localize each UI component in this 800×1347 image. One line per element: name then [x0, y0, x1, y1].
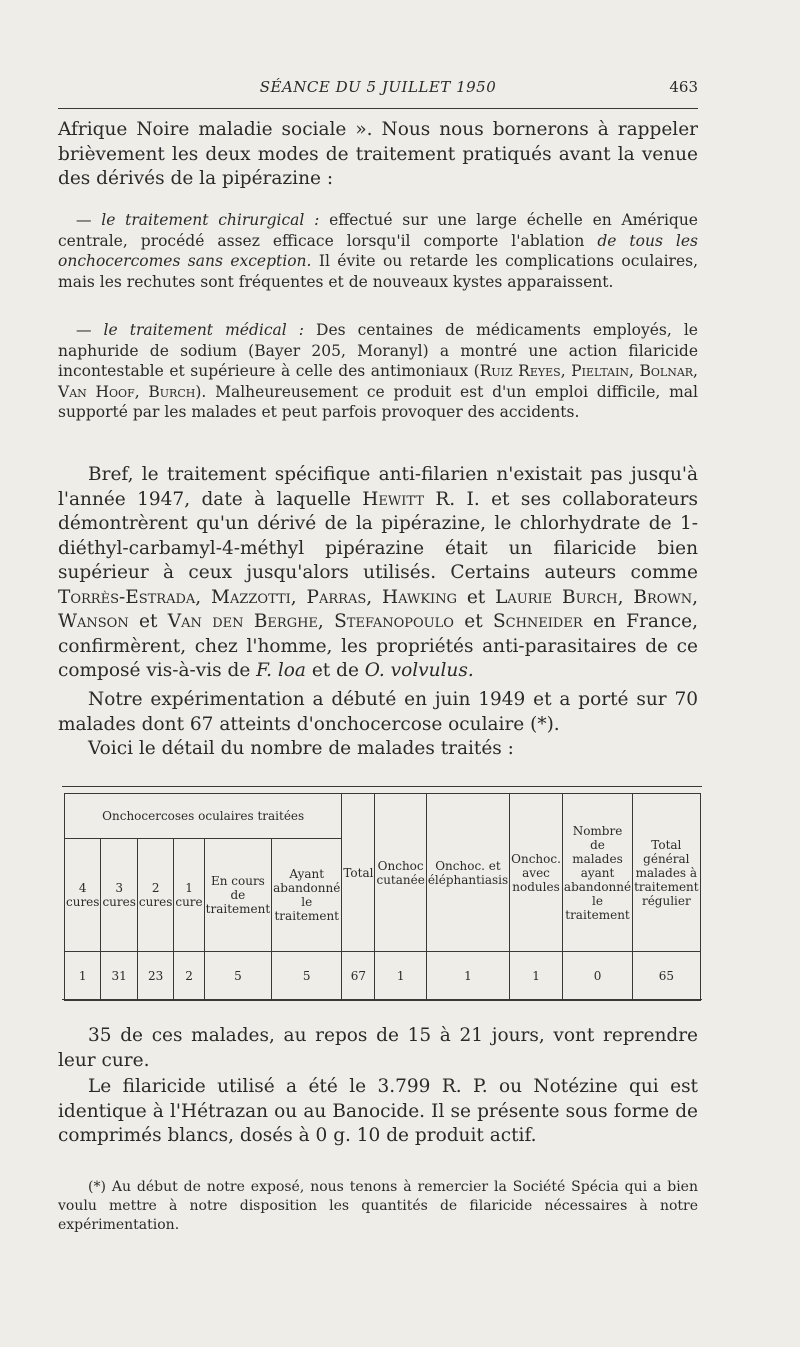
- table-header-total: Total: [342, 794, 375, 952]
- bref-text-3: et: [456, 586, 496, 608]
- table-top-rule: [62, 786, 702, 787]
- surgical-italic: de tous les onchocercomes sans exception.: [58, 231, 699, 270]
- surgical-dash: —: [76, 211, 102, 229]
- footnote: (*) Au début de notre exposé, nous tenons à remercier la Société Spécia qui a bien voulu mettre à notre disposition les quantités de filaricide nécessaires à notre expérimentation.: [58, 1179, 698, 1233]
- bref-text-4: et: [128, 611, 168, 632]
- after-paragraph-2: Le filaricide utilisé a été le 3.799 R. P. ou Notézine qui est identique à l'Hétrazan ou au Banocide. Il se présente sous forme de comprimés blancs, dosés à 0 g. 10 de produit actif.: [58, 1076, 698, 1146]
- bref-text-2: R. I. et ses collaborateurs démontrèrent qu'un dérivé de la pipérazine, le chlorhydrate de 1-diéthyl-carbamyl-4-méthyl pipérazine était un filaricide bien supérieur à ceux jusqu'alors utilisés. Certains auteurs comme: [58, 488, 698, 583]
- after-paragraph-1: 35 de ces malades, au repos de 15 à 21 jours, vont reprendre leur cure.: [58, 1025, 698, 1071]
- bref-paragraph: [58, 463, 698, 684]
- table-cell: 0: [562, 952, 632, 1001]
- table-cell: 1: [375, 952, 426, 1001]
- experiment-paragraph: Notre expérimentation a débuté en juin 1949 et a porté sur 70 malades dont 67 atteints d'onchocercose oculaire (*).: [58, 689, 698, 735]
- bref-text-5: et: [453, 611, 493, 632]
- medical-paragraph: [58, 320, 698, 423]
- authors-group-2: Laurie Burch, Brown, Wanson: [58, 586, 699, 632]
- medical-text-2: ). Malheureusement ce produit est d'un emploi difficile, mal supporté par les malades et peut parfois provoquer des accidents.: [58, 382, 698, 421]
- table-cell: 5: [272, 952, 342, 1001]
- patients-table: [64, 793, 701, 1001]
- surgical-label: le traitement chirurgical :: [101, 211, 320, 229]
- table-cell: 23: [137, 952, 173, 1001]
- medical-authors: Ruiz Reyes, Pieltain, Bolnar, Van Hoof, Burch: [58, 362, 698, 401]
- authors-group-1: Torrès-Estrada, Mazzotti, Parras, Hawking: [58, 586, 457, 608]
- bref-text-1: Bref, le traitement spécifique anti-filarien n'existait pas jusqu'à l'année 1947, date à laquelle: [58, 464, 698, 510]
- medical-label: le traitement médical :: [103, 321, 304, 339]
- surgical-text-1: effectué sur une large échelle en Amérique centrale, procédé assez efficace lorsqu'il comporte l'ablation: [58, 211, 698, 250]
- table-header-nodules: Onchoc. avec nodules: [510, 794, 563, 952]
- running-header: [58, 78, 698, 102]
- table-cell: 65: [633, 952, 701, 1001]
- bref-text-6: en France, confirmèrent, chez l'homme, les propriétés anti-parasitaires de ce composé vis-à-vis de: [58, 611, 698, 681]
- bref-text-7: et de: [305, 660, 365, 681]
- intro-paragraph: Afrique Noire maladie sociale ». Nous nous bornerons à rappeler brièvement les deux modes de traitement pratiqués avant la venue des dérivés de la pipérazine :: [58, 119, 698, 189]
- table-header-cutanee: Onchoc cutanée: [375, 794, 426, 952]
- page-number: 463: [669, 78, 698, 96]
- surgical-text-2: Il évite ou retarde les complications oculaires, mais les rechutes sont fréquentes et de nouveaux kystes apparaissent.: [58, 252, 698, 291]
- surgical-paragraph: [58, 210, 698, 292]
- medical-dash: —: [76, 321, 104, 339]
- table-group-header: Onchocercoses oculaires traitées: [65, 794, 342, 839]
- table-cell: 1: [65, 952, 101, 1001]
- authors-group-3: Van den Berghe, Stefanopoulo: [167, 611, 454, 632]
- table-header-4-cures: 4 cures: [65, 839, 101, 952]
- voici-paragraph: Voici le détail du nombre de malades traités :: [88, 738, 514, 759]
- species-loa: F. loa: [256, 660, 306, 681]
- table-header-abandoned: Nombre de malades ayant abandonné le traitement: [562, 794, 632, 952]
- table-cell: 1: [426, 952, 509, 1001]
- running-title: SÉANCE DU 5 JUILLET 1950: [259, 78, 497, 96]
- table-header-1-cure: 1 cure: [174, 839, 204, 952]
- author-schneider: Schneider: [492, 611, 583, 632]
- table-bottom-rule: [62, 999, 702, 1000]
- table-cell: 67: [342, 952, 375, 1001]
- table-header-elephantiasis: Onchoc. et éléphantiasis: [426, 794, 509, 952]
- table-cell: 1: [510, 952, 563, 1001]
- table-header-total-general: Total général malades à traitement régulier: [633, 794, 701, 952]
- table-cell: 5: [204, 952, 272, 1001]
- medical-text-1: Des centaines de médicaments employés, le naphuride de sodium (Bayer 205, Moranyl) a montré une action filaricide incontestable et supérieure à celle des antimoniaux (: [58, 321, 698, 380]
- table-cell: 2: [174, 952, 204, 1001]
- table-cell: 31: [101, 952, 137, 1001]
- species-volvulus: O. volvulus.: [364, 660, 474, 681]
- table-header-ayant-abandonne: Ayant abandonné le traitement: [272, 839, 342, 952]
- header-rule: [58, 108, 698, 109]
- table-header-3-cures: 3 cures: [101, 839, 137, 952]
- table-header-2-cures: 2 cures: [137, 839, 173, 952]
- author-hewitt: Hewitt: [362, 488, 424, 510]
- table-header-en-cours: En cours de traitement: [204, 839, 272, 952]
